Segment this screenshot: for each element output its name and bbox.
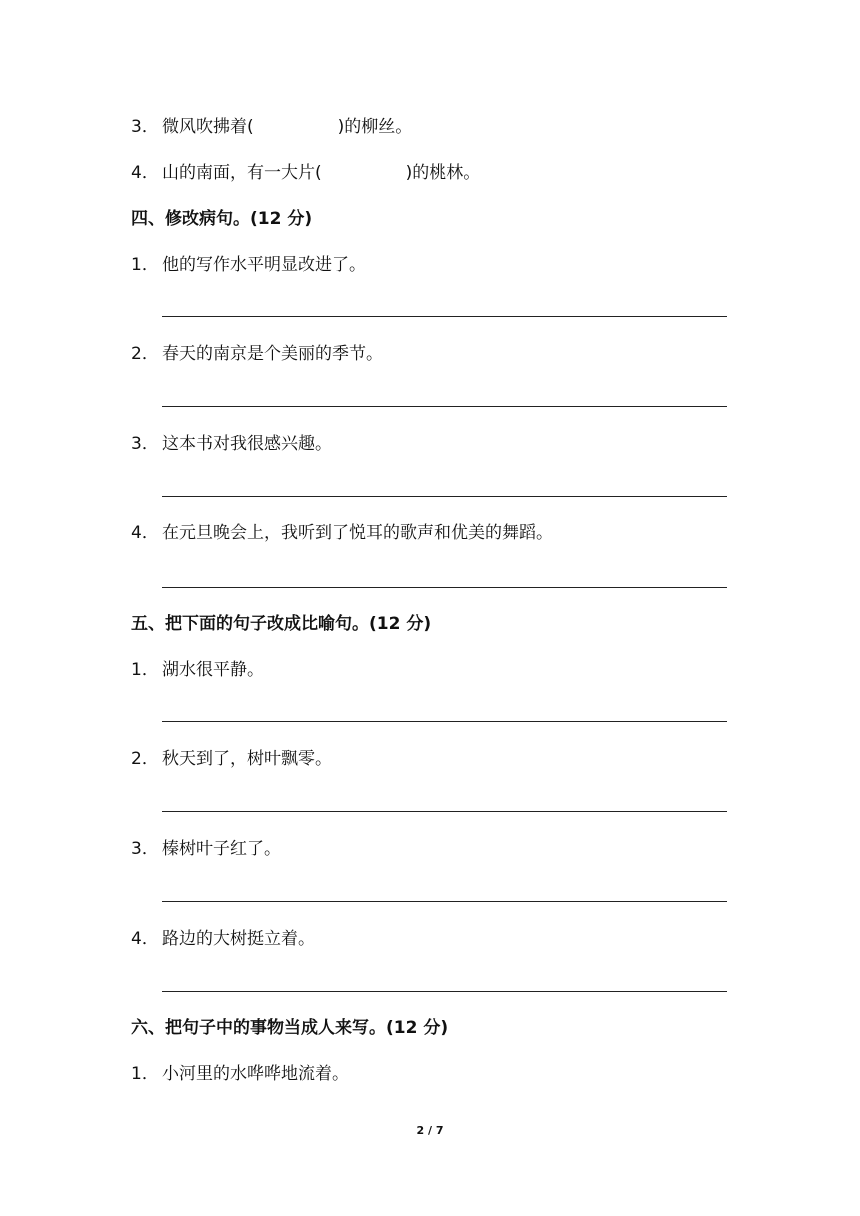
question-text: 湖水很平静。 [162,660,264,680]
question-text: 小河里的水哗哗地流着。 [162,1064,349,1084]
question-text: 在元旦晚会上，我听到了悦耳的歌声和优美的舞蹈。 [162,523,553,543]
question-6-1 [131,1063,349,1085]
question-text: 秋天到了，树叶飘零。 [162,749,332,769]
question-number: 4． [131,163,159,183]
answer-line[interactable] [162,991,727,992]
question-5-4 [131,928,315,950]
question-4-4 [131,522,553,544]
section-5-heading: 五、把下面的句子改成比喻句。(12 分) [131,614,432,634]
question-text-after: )的柳丝。 [337,117,413,137]
question-5-1 [131,659,264,681]
question-number: 3． [131,117,159,137]
question-number: 2． [131,344,159,364]
question-3-3 [131,116,412,138]
question-number: 2． [131,749,159,769]
question-text: 路边的大树挺立着。 [162,929,315,949]
question-text: 榛树叶子红了。 [162,839,281,859]
answer-line[interactable] [162,721,727,722]
question-4-3 [131,433,332,455]
question-text: 他的写作水平明显改进了。 [162,255,366,275]
answer-line[interactable] [162,496,727,497]
question-text: 这本书对我很感兴趣。 [162,434,332,454]
question-text-before: 山的南面，有一大片( [162,163,322,183]
question-number: 1． [131,255,159,275]
answer-line[interactable] [162,406,727,407]
answer-line[interactable] [162,901,727,902]
question-number: 1． [131,660,159,680]
section-6-heading: 六、把句子中的事物当成人来写。(12 分) [131,1018,449,1038]
question-3-4 [131,162,480,184]
page-number: 2 / 7 [416,1124,444,1137]
answer-line[interactable] [162,811,727,812]
question-5-3 [131,838,281,860]
question-4-2 [131,343,383,365]
question-5-2 [131,748,332,770]
question-number: 1． [131,1064,159,1084]
question-text-before: 微风吹拂着( [162,117,254,137]
question-text-after: )的桃林。 [405,163,481,183]
answer-line[interactable] [162,587,727,588]
question-number: 3． [131,434,159,454]
question-4-1 [131,254,366,276]
question-number: 4． [131,929,159,949]
answer-line[interactable] [162,316,727,317]
question-number: 3． [131,839,159,859]
section-4-heading: 四、修改病句。(12 分) [131,209,313,229]
question-text: 春天的南京是个美丽的季节。 [162,344,383,364]
question-number: 4． [131,523,159,543]
